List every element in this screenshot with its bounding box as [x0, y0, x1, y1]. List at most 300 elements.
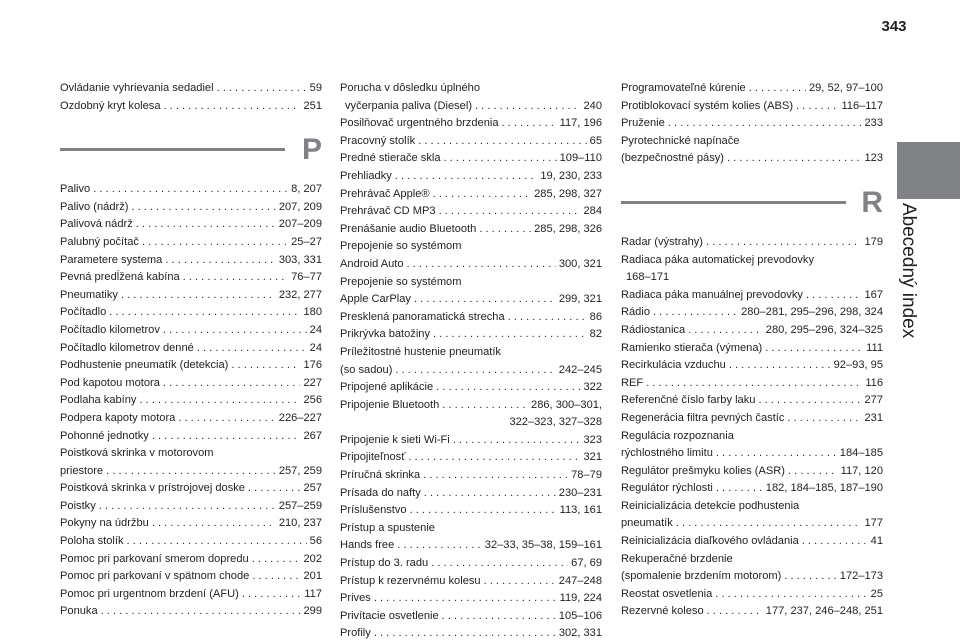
index-entry-line — [340, 608, 602, 626]
index-entry-line — [60, 269, 322, 287]
index-entry — [340, 449, 602, 467]
index-entry — [340, 150, 602, 168]
index-entry-line — [60, 586, 322, 604]
dot-leader — [252, 551, 301, 569]
index-entry-line — [621, 304, 883, 322]
index-entry — [60, 480, 322, 498]
entry-term: Palivo (nádrž) — [60, 200, 129, 213]
index-entry-line — [60, 568, 322, 586]
entry-term: Prepojenie so systémom — [340, 240, 462, 253]
index-entry-line — [340, 221, 602, 239]
dot-leader — [788, 463, 838, 481]
section-divider — [60, 148, 285, 151]
index-entry-line — [60, 410, 322, 428]
index-entry-line — [621, 463, 883, 481]
page-refs: 117 — [304, 587, 322, 600]
section-letter: R — [861, 185, 883, 219]
page-refs: 299, 321 — [558, 293, 602, 306]
dot-leader — [410, 502, 557, 520]
index-entry-line — [621, 498, 883, 516]
entry-term: Pomoc pri urgentnom brzdení (AFU) — [60, 587, 239, 600]
page-refs: 230–231 — [558, 486, 602, 499]
index-entry-line — [621, 568, 883, 586]
index-entry — [60, 287, 322, 305]
index-entry-line — [340, 274, 602, 292]
page-refs: 233 — [864, 117, 883, 130]
index-entry — [621, 586, 883, 604]
index-entry — [621, 115, 883, 133]
page-refs: 321 — [583, 451, 602, 464]
entry-term: Radiaca páka automatickej prevodovky — [621, 253, 815, 266]
index-entry — [340, 520, 602, 555]
page-refs: 76–77 — [291, 271, 322, 284]
index-entry — [340, 590, 602, 608]
entry-term: Regulácia rozpoznania — [621, 429, 734, 442]
index-entry — [340, 432, 602, 450]
entry-term: Rádio — [621, 306, 650, 319]
page-refs: 257–259 — [278, 499, 322, 512]
page-refs: 240 — [583, 99, 602, 112]
entry-term: Reinicializácia diaľkového ovládania — [621, 535, 799, 548]
dot-leader — [242, 586, 302, 604]
index-entry — [621, 322, 883, 340]
section-divider — [621, 201, 846, 204]
entry-term: 168–171 — [626, 271, 670, 284]
index-entry — [340, 80, 602, 115]
dot-leader — [164, 98, 301, 116]
index-entry — [60, 533, 322, 551]
index-entry-line — [621, 551, 883, 569]
page-refs: 116 — [865, 376, 883, 389]
dot-leader — [163, 322, 307, 340]
dot-leader — [163, 375, 301, 393]
dot-leader — [653, 304, 738, 322]
index-entry — [340, 573, 602, 591]
page-refs: 232, 277 — [278, 288, 322, 301]
index-entry-line — [60, 199, 322, 217]
entry-term: Palivová nádrž — [60, 218, 133, 231]
page-refs: 123 — [864, 152, 883, 165]
dot-leader — [395, 168, 538, 186]
entry-term: Pruženie — [621, 117, 665, 130]
dot-leader — [217, 80, 307, 98]
entry-term: Ramienko stierača (výmena) — [621, 341, 763, 354]
entry-term: Prenášanie audio Bluetooth — [340, 222, 477, 235]
index-entry — [60, 392, 322, 410]
entry-term: Recirkulácia vzduchu — [621, 359, 726, 372]
dot-leader — [374, 625, 556, 643]
entry-term: Pomoc pri parkovaní smerom dopredu — [60, 552, 249, 565]
entry-term: Príležitostné hustenie pneumatík — [340, 345, 501, 358]
side-tab-label: Abecedný index — [898, 203, 919, 339]
entry-term: Poistková skrinka v motorovom — [60, 447, 214, 460]
index-entry-line — [340, 150, 602, 168]
entry-term: Prikrývka batožiny — [340, 328, 431, 341]
page-refs: 29, 52, 97–100 — [808, 82, 883, 94]
page-refs: 67, 69 — [571, 557, 602, 570]
entry-term: Počítadlo — [60, 306, 107, 319]
page-refs: 182, 184–185, 187–190 — [765, 482, 883, 495]
index-entry-line — [60, 515, 322, 533]
index-entry-line — [340, 238, 602, 256]
entry-term: Rezervné koleso — [621, 605, 704, 618]
page-refs: 177, 237, 246–248, 251 — [765, 605, 883, 618]
index-entry-line — [340, 186, 602, 204]
page-refs: 280, 295–296, 324–325 — [765, 323, 883, 336]
page-refs: 117, 196 — [559, 117, 602, 130]
page-refs: 113, 161 — [559, 504, 602, 517]
index-entry — [60, 428, 322, 446]
index-entry — [340, 203, 602, 221]
dot-leader — [131, 199, 275, 217]
page-refs: 300, 321 — [558, 257, 602, 270]
entry-term: (spomalenie brzdením motorom) — [621, 570, 782, 583]
entry-term: pneumatík — [621, 517, 673, 530]
dot-leader — [758, 392, 861, 410]
page-refs: 322–323, 327–328 — [509, 416, 602, 429]
index-entry-line — [621, 80, 883, 98]
entry-term: Predné stierače skla — [340, 152, 441, 165]
dot-leader — [165, 252, 275, 270]
page-refs: 323 — [583, 433, 602, 446]
dot-leader — [407, 256, 556, 274]
index-entry-line — [340, 362, 602, 380]
index-entry-line — [340, 397, 602, 415]
index-entry-line — [621, 392, 883, 410]
page-refs: 207, 209 — [278, 200, 322, 213]
entry-term: Android Auto — [340, 257, 404, 270]
dot-leader — [121, 287, 276, 305]
page-refs: 207–209 — [278, 218, 322, 231]
entry-term: Pomoc pri parkovaní v spätnom chode — [60, 570, 250, 583]
index-entry-line — [621, 252, 883, 270]
index-entry — [621, 80, 883, 98]
entry-term: Podlaha kabíny — [60, 394, 137, 407]
index-entry — [621, 533, 883, 551]
index-entry — [340, 274, 602, 309]
entry-term: Poloha stolík — [60, 535, 124, 548]
index-entry-line — [60, 551, 322, 569]
page-refs: 180 — [303, 306, 322, 319]
index-entry — [340, 608, 602, 626]
index-entry-line — [621, 445, 883, 463]
index-entry — [340, 467, 602, 485]
dot-leader — [397, 537, 482, 555]
page-refs: 8, 207 — [291, 183, 322, 196]
page-refs: 257 — [303, 482, 322, 495]
page-refs: 251 — [303, 99, 322, 112]
index-entry — [340, 133, 602, 151]
index-entry-line — [621, 340, 883, 358]
page-refs: 202 — [303, 552, 322, 565]
index-entry-line — [621, 98, 883, 116]
index-column-2 — [340, 80, 602, 643]
entry-term: Reinicializácia detekcie podhustenia — [621, 499, 800, 512]
index-entry — [621, 375, 883, 393]
entry-term: Počítadlo kilometrov denné — [60, 341, 194, 354]
index-entry-line — [60, 304, 322, 322]
index-entry-line — [60, 445, 322, 463]
index-entry — [340, 238, 602, 273]
dot-leader — [127, 533, 307, 551]
index-entry — [60, 445, 322, 480]
entry-term: Pracovný stolík — [340, 134, 416, 147]
index-entry-line — [340, 432, 602, 450]
index-entry-line — [621, 515, 883, 533]
entry-term: Reostat osvetlenia — [621, 587, 713, 600]
section-header — [621, 185, 883, 226]
page-refs: 267 — [303, 429, 322, 442]
page-number: 343 — [881, 18, 907, 35]
index-entry-line — [340, 379, 602, 397]
entry-term: Hands free — [340, 539, 395, 552]
dot-leader — [423, 467, 568, 485]
page-refs: 82 — [589, 328, 602, 341]
index-entry-line — [60, 234, 322, 252]
entry-term: Pripojené aplikácie — [340, 381, 434, 394]
page-refs: 285, 298, 327 — [534, 187, 602, 200]
page-refs: 280–281, 295–296, 298, 324 — [741, 306, 883, 319]
index-entry — [340, 485, 602, 503]
entry-term: Pripojenie Bluetooth — [340, 398, 440, 411]
page-refs: 119, 224 — [559, 592, 602, 605]
index-entry — [60, 340, 322, 358]
page-refs: 117, 120 — [840, 464, 883, 477]
entry-term: rýchlostného limitu — [621, 447, 713, 460]
index-entry — [60, 304, 322, 322]
dot-leader — [109, 304, 300, 322]
index-entry-line — [621, 287, 883, 305]
entry-term: Profily — [340, 627, 371, 640]
index-entry-line — [621, 603, 883, 621]
entry-term: Pyrotechnické napínače — [621, 134, 740, 147]
index-entry — [60, 498, 322, 516]
index-entry-line — [340, 256, 602, 274]
page-refs: 257, 259 — [278, 464, 322, 477]
dot-leader — [248, 480, 301, 498]
index-entry-line — [340, 625, 602, 643]
dot-leader — [408, 449, 580, 467]
dot-leader — [183, 269, 288, 287]
index-entry — [60, 603, 322, 621]
index-entry-line — [60, 181, 322, 199]
page-refs: 176 — [303, 359, 322, 372]
dot-leader — [749, 80, 806, 98]
page-refs: 226–227 — [278, 411, 322, 424]
dot-leader — [436, 379, 580, 397]
section-letter: P — [301, 133, 322, 167]
dot-leader — [152, 515, 276, 533]
index-entry-line — [60, 340, 322, 358]
page-refs: 78–79 — [571, 469, 602, 482]
page-refs: 56 — [309, 535, 322, 548]
entry-term: Presklená panoramatická strecha — [340, 310, 505, 323]
entry-term: Pod kapotou motora — [60, 376, 160, 389]
entry-term: Pohonné jednotky — [60, 429, 149, 442]
index-entry-line — [60, 322, 322, 340]
page-refs: 201 — [303, 570, 322, 583]
page-refs: 65 — [589, 134, 602, 147]
index-entry-line — [60, 533, 322, 551]
entry-term: Prives — [340, 592, 371, 605]
entry-term: Podhustenie pneumatík (detekcia) — [60, 359, 229, 372]
index-entry — [621, 304, 883, 322]
index-entry-line — [621, 150, 883, 168]
entry-term: Pevná predĺžená kabína — [60, 271, 180, 284]
index-entry-line — [621, 586, 883, 604]
index-entry-line — [60, 428, 322, 446]
dot-leader — [101, 603, 301, 621]
index-entry — [340, 186, 602, 204]
index-entry — [60, 551, 322, 569]
entry-term: Privítacie osvetlenie — [340, 609, 439, 622]
entry-term: Ozdobný kryt kolesa — [60, 99, 161, 112]
dot-leader — [433, 186, 532, 204]
dot-leader — [93, 181, 288, 199]
index-entry — [621, 551, 883, 586]
index-entry — [621, 234, 883, 252]
index-entry — [621, 340, 883, 358]
index-entry — [340, 168, 602, 186]
dot-leader — [136, 216, 276, 234]
index-entry — [340, 115, 602, 133]
dot-leader — [142, 234, 288, 252]
dot-leader — [716, 480, 763, 498]
dot-leader — [668, 115, 862, 133]
index-entry-line — [60, 287, 322, 305]
index-entry — [340, 502, 602, 520]
index-entry-line — [340, 449, 602, 467]
page-refs: 105–106 — [558, 609, 602, 622]
index-entry-line — [340, 485, 602, 503]
index-entry — [60, 357, 322, 375]
index-entry-line — [60, 98, 322, 116]
entry-term: Príslušenstvo — [340, 504, 407, 517]
index-entry-line — [621, 115, 883, 133]
dot-leader — [502, 115, 557, 133]
index-entry — [60, 410, 322, 428]
index-entry — [340, 309, 602, 327]
page-refs: 19, 230, 233 — [540, 169, 602, 182]
index-entry-line — [60, 216, 322, 234]
entry-term: Palivo — [60, 183, 91, 196]
entry-term: Prepojenie so systémom — [340, 275, 462, 288]
index-entry — [621, 392, 883, 410]
dot-leader — [484, 573, 556, 591]
index-entry — [621, 98, 883, 116]
entry-term: Posilňovač urgentného brzdenia — [340, 117, 499, 130]
index-entry-line — [340, 467, 602, 485]
entry-term: Rekuperačné brzdenie — [621, 552, 733, 565]
dot-leader — [453, 432, 581, 450]
entry-term: Prístup do 3. radu — [340, 557, 429, 570]
index-entry-line — [340, 133, 602, 151]
index-entry-line — [621, 480, 883, 498]
dot-leader — [444, 150, 557, 168]
entry-term: Parametere systema — [60, 253, 163, 266]
page-refs: 111 — [866, 341, 883, 354]
index-entry — [60, 586, 322, 604]
entry-term: Prístup k rezervnému kolesu — [340, 574, 481, 587]
dot-leader — [802, 533, 868, 551]
index-entry-line — [60, 498, 322, 516]
page-refs: 86 — [589, 310, 602, 323]
entry-term: Pripojiteľnosť — [340, 451, 406, 464]
index-entry-line — [340, 344, 602, 362]
index-column-1 — [60, 80, 322, 621]
index-entry — [621, 410, 883, 428]
index-entry — [60, 234, 322, 252]
index-entry-line — [340, 80, 602, 98]
index-entry-line — [621, 234, 883, 252]
dot-leader — [231, 357, 300, 375]
entry-term: Radar (výstrahy) — [621, 235, 703, 248]
dot-leader — [676, 515, 862, 533]
entry-term: Pokyny na údržbu — [60, 517, 149, 530]
dot-leader — [395, 362, 555, 380]
index-entry-line — [340, 309, 602, 327]
page-refs: 92–93, 95 — [833, 359, 883, 372]
entry-term: Radiaca páka manuálnej prevodovky — [621, 288, 803, 301]
page-refs: 256 — [303, 394, 322, 407]
page-refs: 286, 300–301, — [531, 398, 602, 411]
entry-term: Poistková skrinka v prístrojovej doske — [60, 482, 245, 495]
dot-leader — [784, 568, 836, 586]
index-entry-line — [60, 357, 322, 375]
entry-term: Referenčné číslo farby laku — [621, 394, 756, 407]
entry-term: Regenerácia filtra pevných častíc — [621, 411, 785, 424]
dot-leader — [197, 340, 307, 358]
index-entry-line — [340, 590, 602, 608]
index-entry — [621, 480, 883, 498]
dot-leader — [796, 98, 838, 116]
page-refs: 24 — [309, 323, 322, 336]
entry-term: Prístup a spustenie — [340, 521, 435, 534]
page-refs: 284 — [583, 205, 602, 218]
dot-leader — [424, 485, 556, 503]
index-entry — [340, 379, 602, 397]
dot-leader — [139, 392, 300, 410]
dot-leader — [414, 291, 556, 309]
index-column-3 — [621, 80, 883, 621]
entry-term: Rádiostanica — [621, 323, 686, 336]
page-refs: 277 — [864, 394, 883, 407]
index-entry — [60, 181, 322, 199]
index-entry-line — [340, 291, 602, 309]
index-entry-line — [60, 375, 322, 393]
index-entry-line — [60, 80, 322, 98]
entry-term: Regulátor prešmyku kolies (ASR) — [621, 464, 785, 477]
dot-leader — [439, 203, 581, 221]
index-entry — [60, 216, 322, 234]
index-entry — [621, 463, 883, 481]
dot-leader — [508, 309, 587, 327]
entry-term: Protiblokovací systém kolies (ABS) — [621, 99, 794, 112]
index-entry — [60, 269, 322, 287]
index-entry-line — [340, 502, 602, 520]
index-entry-line — [621, 375, 883, 393]
index-entry — [60, 199, 322, 217]
entry-term: Apple CarPlay — [340, 293, 411, 306]
dot-leader — [252, 568, 300, 586]
page-refs: 184–185 — [839, 447, 883, 460]
index-entry — [60, 98, 322, 116]
index-entry — [60, 252, 322, 270]
page-refs: 302, 331 — [558, 627, 602, 640]
dot-leader — [99, 498, 276, 516]
index-entry — [340, 625, 602, 643]
section-header — [60, 135, 322, 173]
